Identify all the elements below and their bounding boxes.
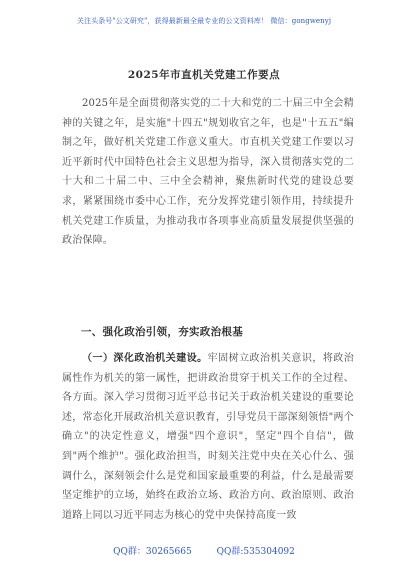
header-promo-note: 关注头条号"公文研究"，获得最新最全最专业的公文资料库！ 微信：gongwenyj: [76, 17, 332, 25]
footer-qq-group-1: QQ群：30265665: [113, 547, 192, 557]
section-paragraph: [62, 349, 354, 525]
document-title: 2025年市直机关党建工作要点: [127, 69, 281, 81]
subsection-text: 牢固树立政治机关意识，将政治属性作为机关的第一属性，把讲政治贯穿于机关工作的全过程、各方面。深入学习贯彻习近平总书记关于政治机关建设的重要论述，常态化开展政治机关意识教育，引导党员干部深刻领悟"两个确立"的决定性意义，增强"四个意识"，坚定"四个自信"，做到"两个维护"。强化政治担当，时刻关注党中央在关心什么、强调什么，深刻领会什么是党和国家最重要的利益，什么是最需要坚定维护的立场，始终在政治立场、政治方向、政治原则、政治道路上同以习近平同志为核心的党中央保持高度一致: [62, 353, 354, 521]
intro-paragraph: 2025年是全面贯彻落实党的二十大和党的二十届三中全会精神的关键之年，是实施"十四五"规划收官之年，也是"十五五"编制之年，做好机关党建工作意义重大。市直机关党建工作要以习近平新时代中国特色社会主义思想为指导，深入贯彻落实党的二十大和二十届二中、三中全会精神，聚焦新时代党的建设总要求，紧紧围绕市委中心工作，充分发挥党建引领作用，持续提升机关党建工作质量，为推动我市各项事业高质量发展提供坚强的政治保障。: [62, 98, 354, 247]
subsection-lead: （一）深化政治机关建设。: [82, 353, 208, 364]
footer-qq-group-2: QQ群:535304092: [216, 547, 295, 557]
section-heading: 一、强化政治引领，夯实政治根基: [81, 326, 243, 338]
footer-qq-groups: [0, 544, 408, 557]
